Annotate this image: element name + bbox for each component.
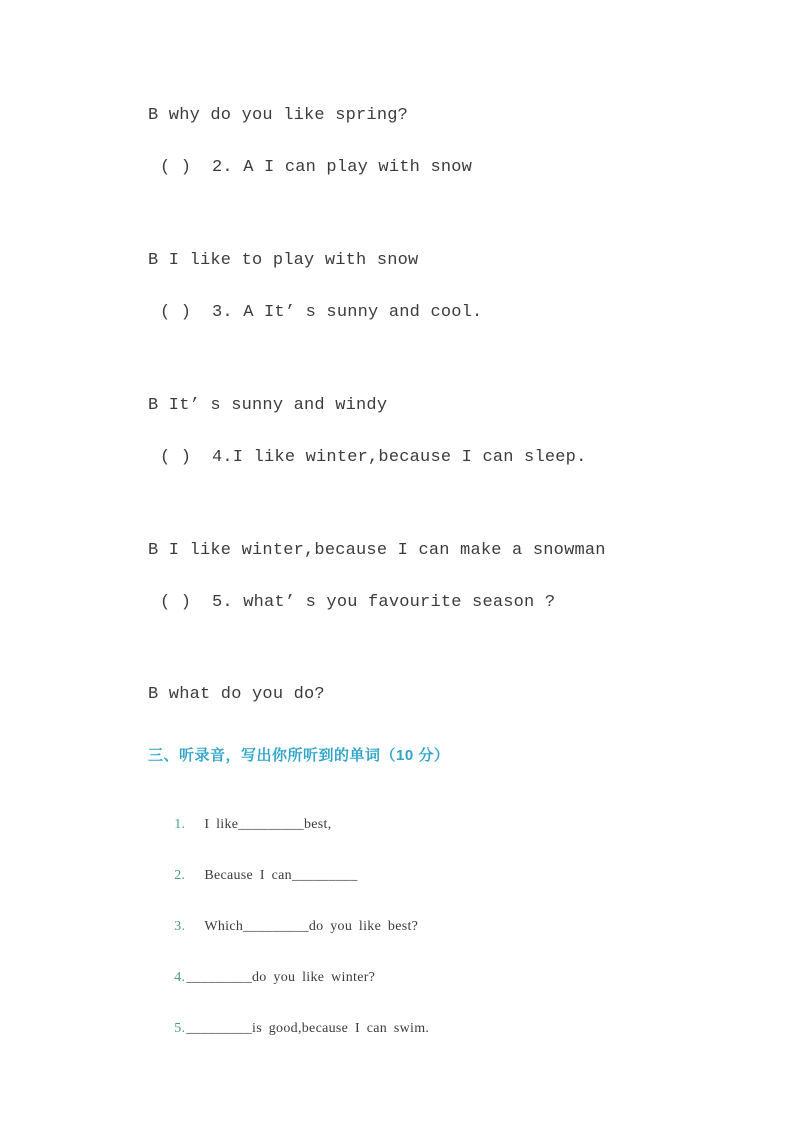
dialogue-line-b3: B It’ s sunny and windy: [148, 396, 388, 415]
dialogue-line-b5: B what do you do?: [148, 685, 325, 704]
dialogue-line-b1: B why do you like spring?: [148, 106, 409, 125]
item-number: 5.: [174, 1021, 186, 1036]
item-number: 3.: [174, 919, 186, 934]
item-text-with-blank: Which_________do you like best?: [204, 919, 419, 934]
item-text-with-blank: _________is good,because I can swim.: [186, 1021, 430, 1036]
listening-item-4: [147, 952, 375, 1003]
section-three-heading: 三、听录音，写出你所听到的单词（10 分）: [148, 747, 450, 764]
item-text-with-blank: Because I can_________: [204, 868, 358, 883]
item-number: 2.: [174, 868, 186, 883]
listening-item-1: [147, 799, 332, 850]
item-number: 1.: [174, 817, 186, 832]
dialogue-line-q3: ( ) 3. A It’ s sunny and cool.: [160, 303, 483, 322]
item-number: 4.: [174, 970, 186, 985]
listening-item-2: [147, 850, 358, 901]
listening-item-3: [147, 901, 418, 952]
item-text-with-blank: I like_________best,: [204, 817, 332, 832]
item-text-with-blank: _________do you like winter?: [186, 970, 376, 985]
dialogue-line-b4: B I like winter,because I can make a snowman: [148, 541, 606, 560]
dialogue-line-q2: ( ) 2. A I can play with snow: [160, 158, 473, 177]
dialogue-line-q5: ( ) 5. what’ s you favourite season ?: [160, 593, 556, 612]
dialogue-line-q4: ( ) 4.I like winter,because I can sleep.: [160, 448, 587, 467]
listening-item-5: [147, 1003, 429, 1054]
dialogue-line-b2: B I like to play with snow: [148, 251, 419, 270]
